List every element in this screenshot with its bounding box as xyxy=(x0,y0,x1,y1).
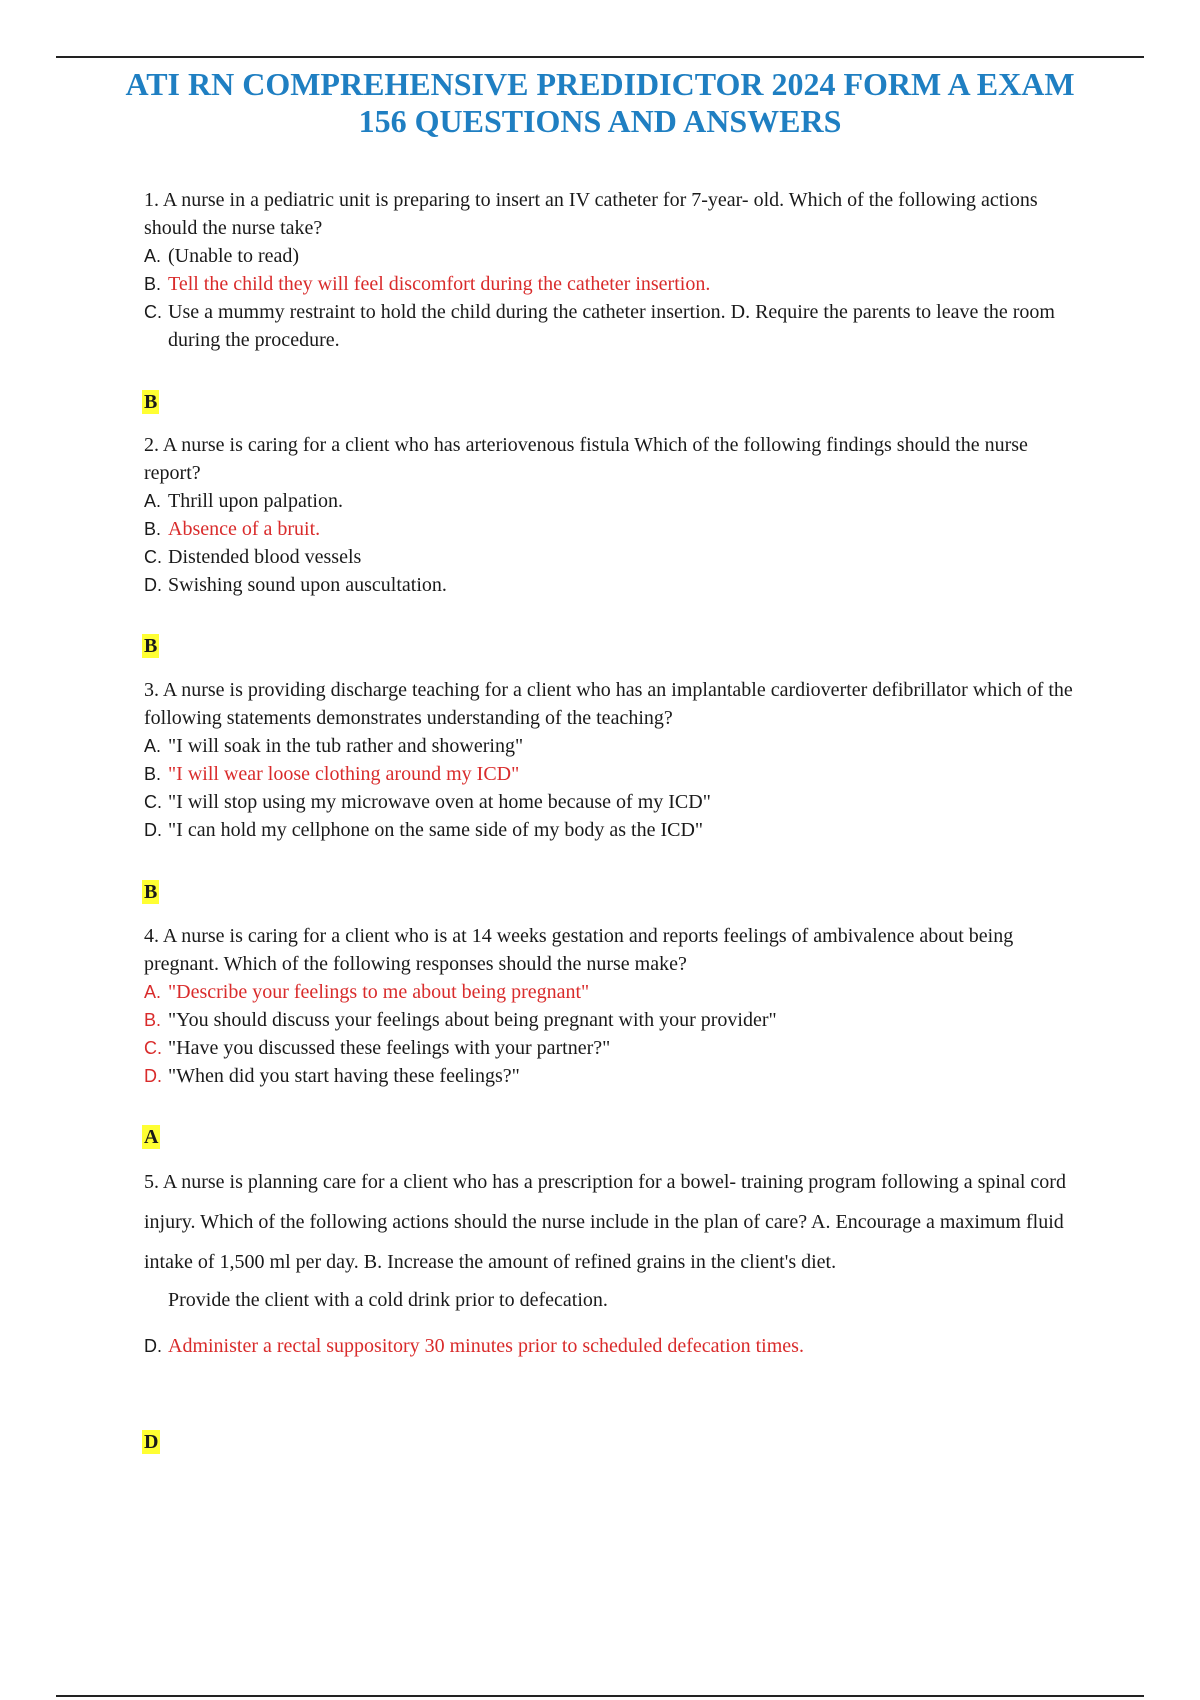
question-stem: 2. A nurse is caring for a client who has arteriovenous fistula Which of the following findings should the nurse report? xyxy=(144,434,1028,484)
question-5 xyxy=(144,1162,1084,1360)
question-2 xyxy=(144,431,1084,599)
option-c: C. "I will stop using my microwave oven at home because of my ICD" xyxy=(144,791,711,813)
option-c-unlabeled: Provide the client with a cold drink prior to defecation. xyxy=(168,1289,608,1311)
question-3 xyxy=(144,676,1084,844)
option-d: D. "I can hold my cellphone on the same side of my body as the ICD" xyxy=(144,819,704,841)
option-d-correct: D. Administer a rectal suppository 30 minutes prior to scheduled defecation times. xyxy=(144,1335,804,1357)
document-title xyxy=(56,66,1144,140)
option-c: C. Use a mummy restraint to hold the child during the catheter insertion. D. Require the parents to leave the room during the procedure. xyxy=(144,301,1055,351)
question-1 xyxy=(144,186,1084,354)
top-rule xyxy=(56,56,1144,58)
title-line-2: 156 QUESTIONS AND ANSWERS xyxy=(358,103,842,139)
option-a: A. (Unable to read) xyxy=(144,245,300,267)
bottom-rule xyxy=(56,1695,1144,1697)
question-stem: 1. A nurse in a pediatric unit is preparing to insert an IV catheter for 7-year- old. Which of the following actions should the nurse take? xyxy=(144,189,1038,239)
answer-badge: B xyxy=(144,881,158,903)
option-d: D. Swishing sound upon auscultation. xyxy=(144,574,447,596)
answer-badge: D xyxy=(144,1431,159,1453)
option-d: D. "When did you start having these feelings?" xyxy=(144,1065,520,1087)
option-b-correct: B. Tell the child they will feel discomfort during the catheter insertion. xyxy=(144,273,711,295)
option-b-correct: B. Absence of a bruit. xyxy=(144,518,321,540)
answer-badge: B xyxy=(144,391,158,413)
option-c: C. "Have you discussed these feelings with your partner?" xyxy=(144,1037,611,1059)
option-b-correct: B. "I will wear loose clothing around my ICD" xyxy=(144,763,520,785)
title-line-1: ATI RN COMPREHENSIVE PREDIDICTOR 2024 FORM A EXAM xyxy=(125,66,1075,102)
question-4 xyxy=(144,922,1084,1090)
question-stem: 3. A nurse is providing discharge teaching for a client who has an implantable cardioverter defibrillator which of the following statements demonstrates understanding of the teaching? xyxy=(144,679,1073,729)
option-a: A. Thrill upon palpation. xyxy=(144,490,343,512)
question-stem: 5. A nurse is planning care for a client who has a prescription for a bowel- training program following a spinal cord injury. Which of the following actions should the nurse include in the plan of care? A. Encourage a maximum fluid intake of 1,500 ml per day. B. Increase the amount of refined grains in the client's diet. xyxy=(144,1171,1066,1273)
option-c: C. Distended blood vessels xyxy=(144,546,362,568)
question-stem: 4. A nurse is caring for a client who is at 14 weeks gestation and reports feelings of ambivalence about being pregnant. Which of the following responses should the nurse make? xyxy=(144,925,1014,975)
answer-badge: A xyxy=(144,1126,159,1148)
option-a-correct: A. "Describe your feelings to me about being pregnant" xyxy=(144,981,590,1003)
option-a: A. "I will soak in the tub rather and showering" xyxy=(144,735,524,757)
answer-badge: B xyxy=(144,635,158,657)
option-b: B. "You should discuss your feelings about being pregnant with your provider" xyxy=(144,1009,777,1031)
